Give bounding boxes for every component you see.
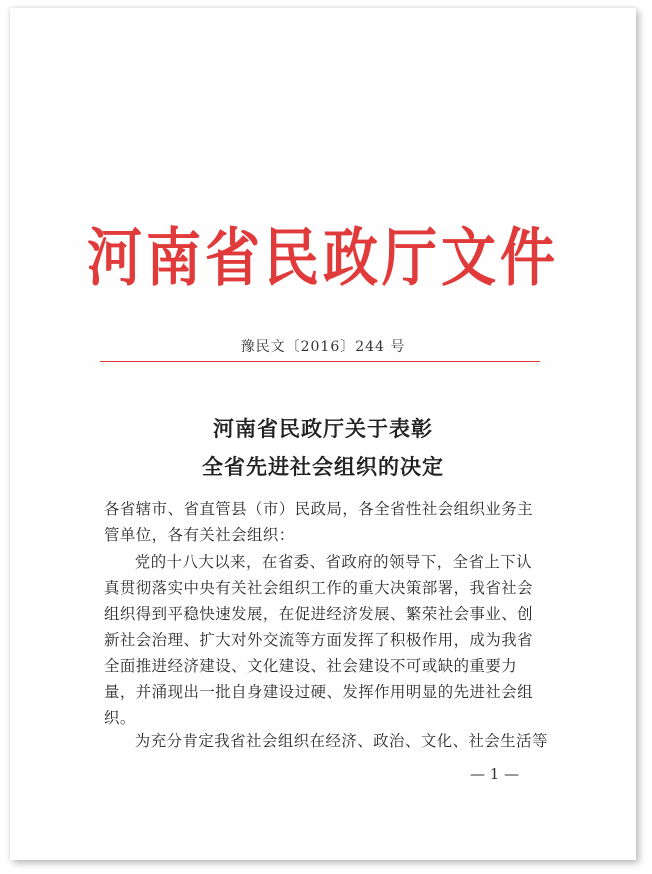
document-page xyxy=(10,8,636,860)
paragraph-2: 为充分肯定我省社会组织在经济、政治、文化、社会生活等 xyxy=(134,732,548,750)
page-number: — 1 — xyxy=(470,765,520,783)
issuer-header: 河南省民政厅文件 xyxy=(86,219,559,295)
document-title-line-1: 河南省民政厅关于表彰 xyxy=(213,416,433,441)
salutation: 各省辖市、省直管县（市）民政局，各全省性社会组织业务主管单位，各有关社会组织： xyxy=(104,500,534,544)
red-divider xyxy=(100,361,540,362)
document-number: 豫民文〔2016〕244 号 xyxy=(240,339,406,355)
document-title-line-2: 全省先进社会组织的决定 xyxy=(202,454,444,479)
paragraph-1: 党的十八大以来，在省委、省政府的领导下，全省上下认真贯彻落实中央有关社会组织工作的重大决策部署，我省社会组织得到平稳快速发展，在促进经济发展、繁荣社会事业、创新社会治理、扩大对外交流等方面发挥了积极作用，成为我省全面推进经济建设、文化建设、社会建设不可或缺的重要力量，并涌现出一批自身建设过硬、发挥作用明显的先进社会组织。 xyxy=(104,553,534,727)
